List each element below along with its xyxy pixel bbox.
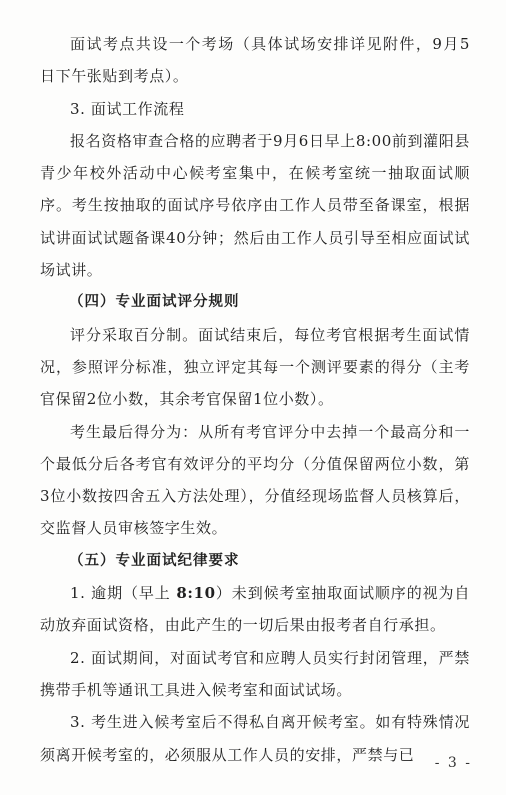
section-heading-scoring-rules: （四）专业面试评分规则 [69, 294, 240, 311]
discipline-1-suffix: ）未到候考室抽取面试顺序的视为自动放弃面试资格，由此产生的一切后果由报考者自行承担。 [40, 584, 471, 635]
section-heading-discipline: （五）专业面试纪律要求 [69, 552, 240, 569]
paragraph-discipline-1 [40, 577, 470, 642]
discipline-1-time: 8:10 [176, 584, 216, 603]
discipline-1-prefix: 1. 逾期（早上 [70, 584, 177, 603]
paragraph-workflow-title: 3. 面试工作流程 [70, 99, 185, 118]
paragraph-scoring-method: 评分采取百分制。面试结束后，每位考官根据考生面试情况，参照评分标准，独立评定其每一个测评要素的得分（主考官保留2位小数，其余考官保留1位小数）。 [40, 325, 470, 409]
page-number: - 3 - [434, 755, 472, 771]
paragraph-final-score: 考生最后得分为：从所有考官评分中去掉一个最高分和一个最低分后各考官有效评分的平均分（分值保留两位小数，第3位小数按四舍五入方法处理），分值经现场监督人员核算后，交监督人员审核签字生效。 [40, 422, 470, 538]
paragraph-discipline-2: 2. 面试期间，对面试考官和应聘人员实行封闭管理，严禁携带手机等通讯工具进入候考室和面试试场。 [40, 648, 470, 699]
paragraph-workflow-detail: 报名资格审查合格的应聘者于9月6日早上8:00前到灌阳县青少年校外活动中心候考室集中，在候考室统一抽取面试顺序。考生按抽取的面试序号依序由工作人员带至备课室，根据试讲面试试题备课40分钟；然后由工作人员引导至相应面试试场试讲。 [40, 131, 470, 280]
paragraph-discipline-3: 3. 考生进入候考室后不得私自离开候考室。如有特殊情况须离开候考室的，必须服从工作人员的安排，严禁与已 [40, 713, 470, 764]
paragraph-exam-venue: 面试考点共设一个考场（具体试场安排详见附件，9月5 日下午张贴到考点）。 [40, 35, 470, 86]
document-body [40, 28, 470, 771]
